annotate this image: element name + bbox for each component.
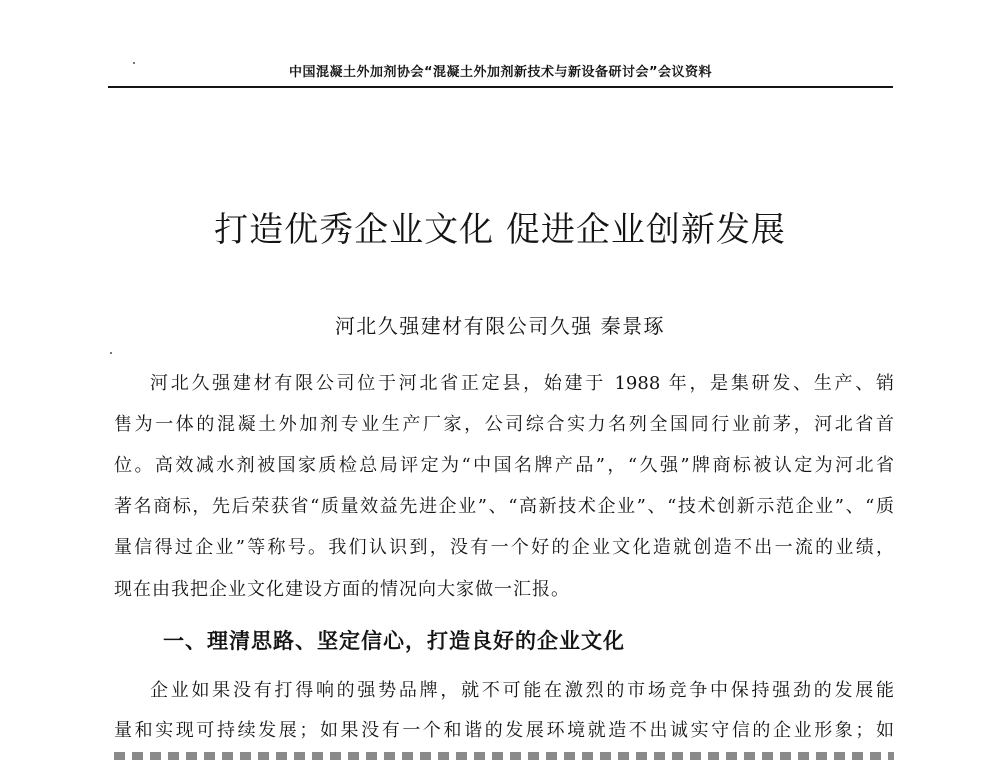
- scan-speck: [110, 352, 112, 354]
- intro-paragraph-line: 售为一体的混凝土外加剂专业生产厂家，公司综合实力名列全国同行业前茅，河北省首: [114, 414, 894, 435]
- section-heading: 一、理清思路、坚定信心，打造良好的企业文化: [163, 628, 625, 653]
- intro-paragraph-line: 现在由我把企业文化建设方面的情况向大家做一汇报。: [114, 579, 570, 600]
- intro-paragraph-line: 著名商标，先后荣获省“质量效益先进企业”、“高新技术企业”、“技术创新示范企业”、“质: [114, 496, 894, 517]
- section-paragraph-line: 企业如果没有打得响的强势品牌，就不可能在激烈的市场竞争中保持强劲的发展能: [150, 680, 894, 701]
- section-paragraph-line: 量和实现可持续发展；如果没有一个和谐的发展环境就造不出诚实守信的企业形象；如: [114, 720, 894, 741]
- article-title: 打造优秀企业文化 促进企业创新发展: [214, 210, 786, 250]
- intro-paragraph-line: 位。高效减水剂被国家质检总局评定为“中国名牌产品”，“久强”牌商标被认定为河北省: [114, 455, 894, 476]
- scan-speck: [133, 62, 135, 64]
- intro-paragraph-line: 量信得过企业”等称号。我们认识到，没有一个好的企业文化造就创造不出一流的业绩，: [114, 537, 894, 558]
- running-header: 中国混凝土外加剂协会“混凝土外加剂新技术与新设备研讨会”会议资料: [288, 65, 713, 80]
- cropped-text-line: [114, 748, 894, 760]
- intro-paragraph-line: 河北久强建材有限公司位于河北省正定县，始建于 1988 年，是集研发、生产、销: [150, 373, 894, 394]
- author-byline: 河北久强建材有限公司久强 秦景琢: [334, 314, 666, 338]
- header-rule: [108, 86, 893, 88]
